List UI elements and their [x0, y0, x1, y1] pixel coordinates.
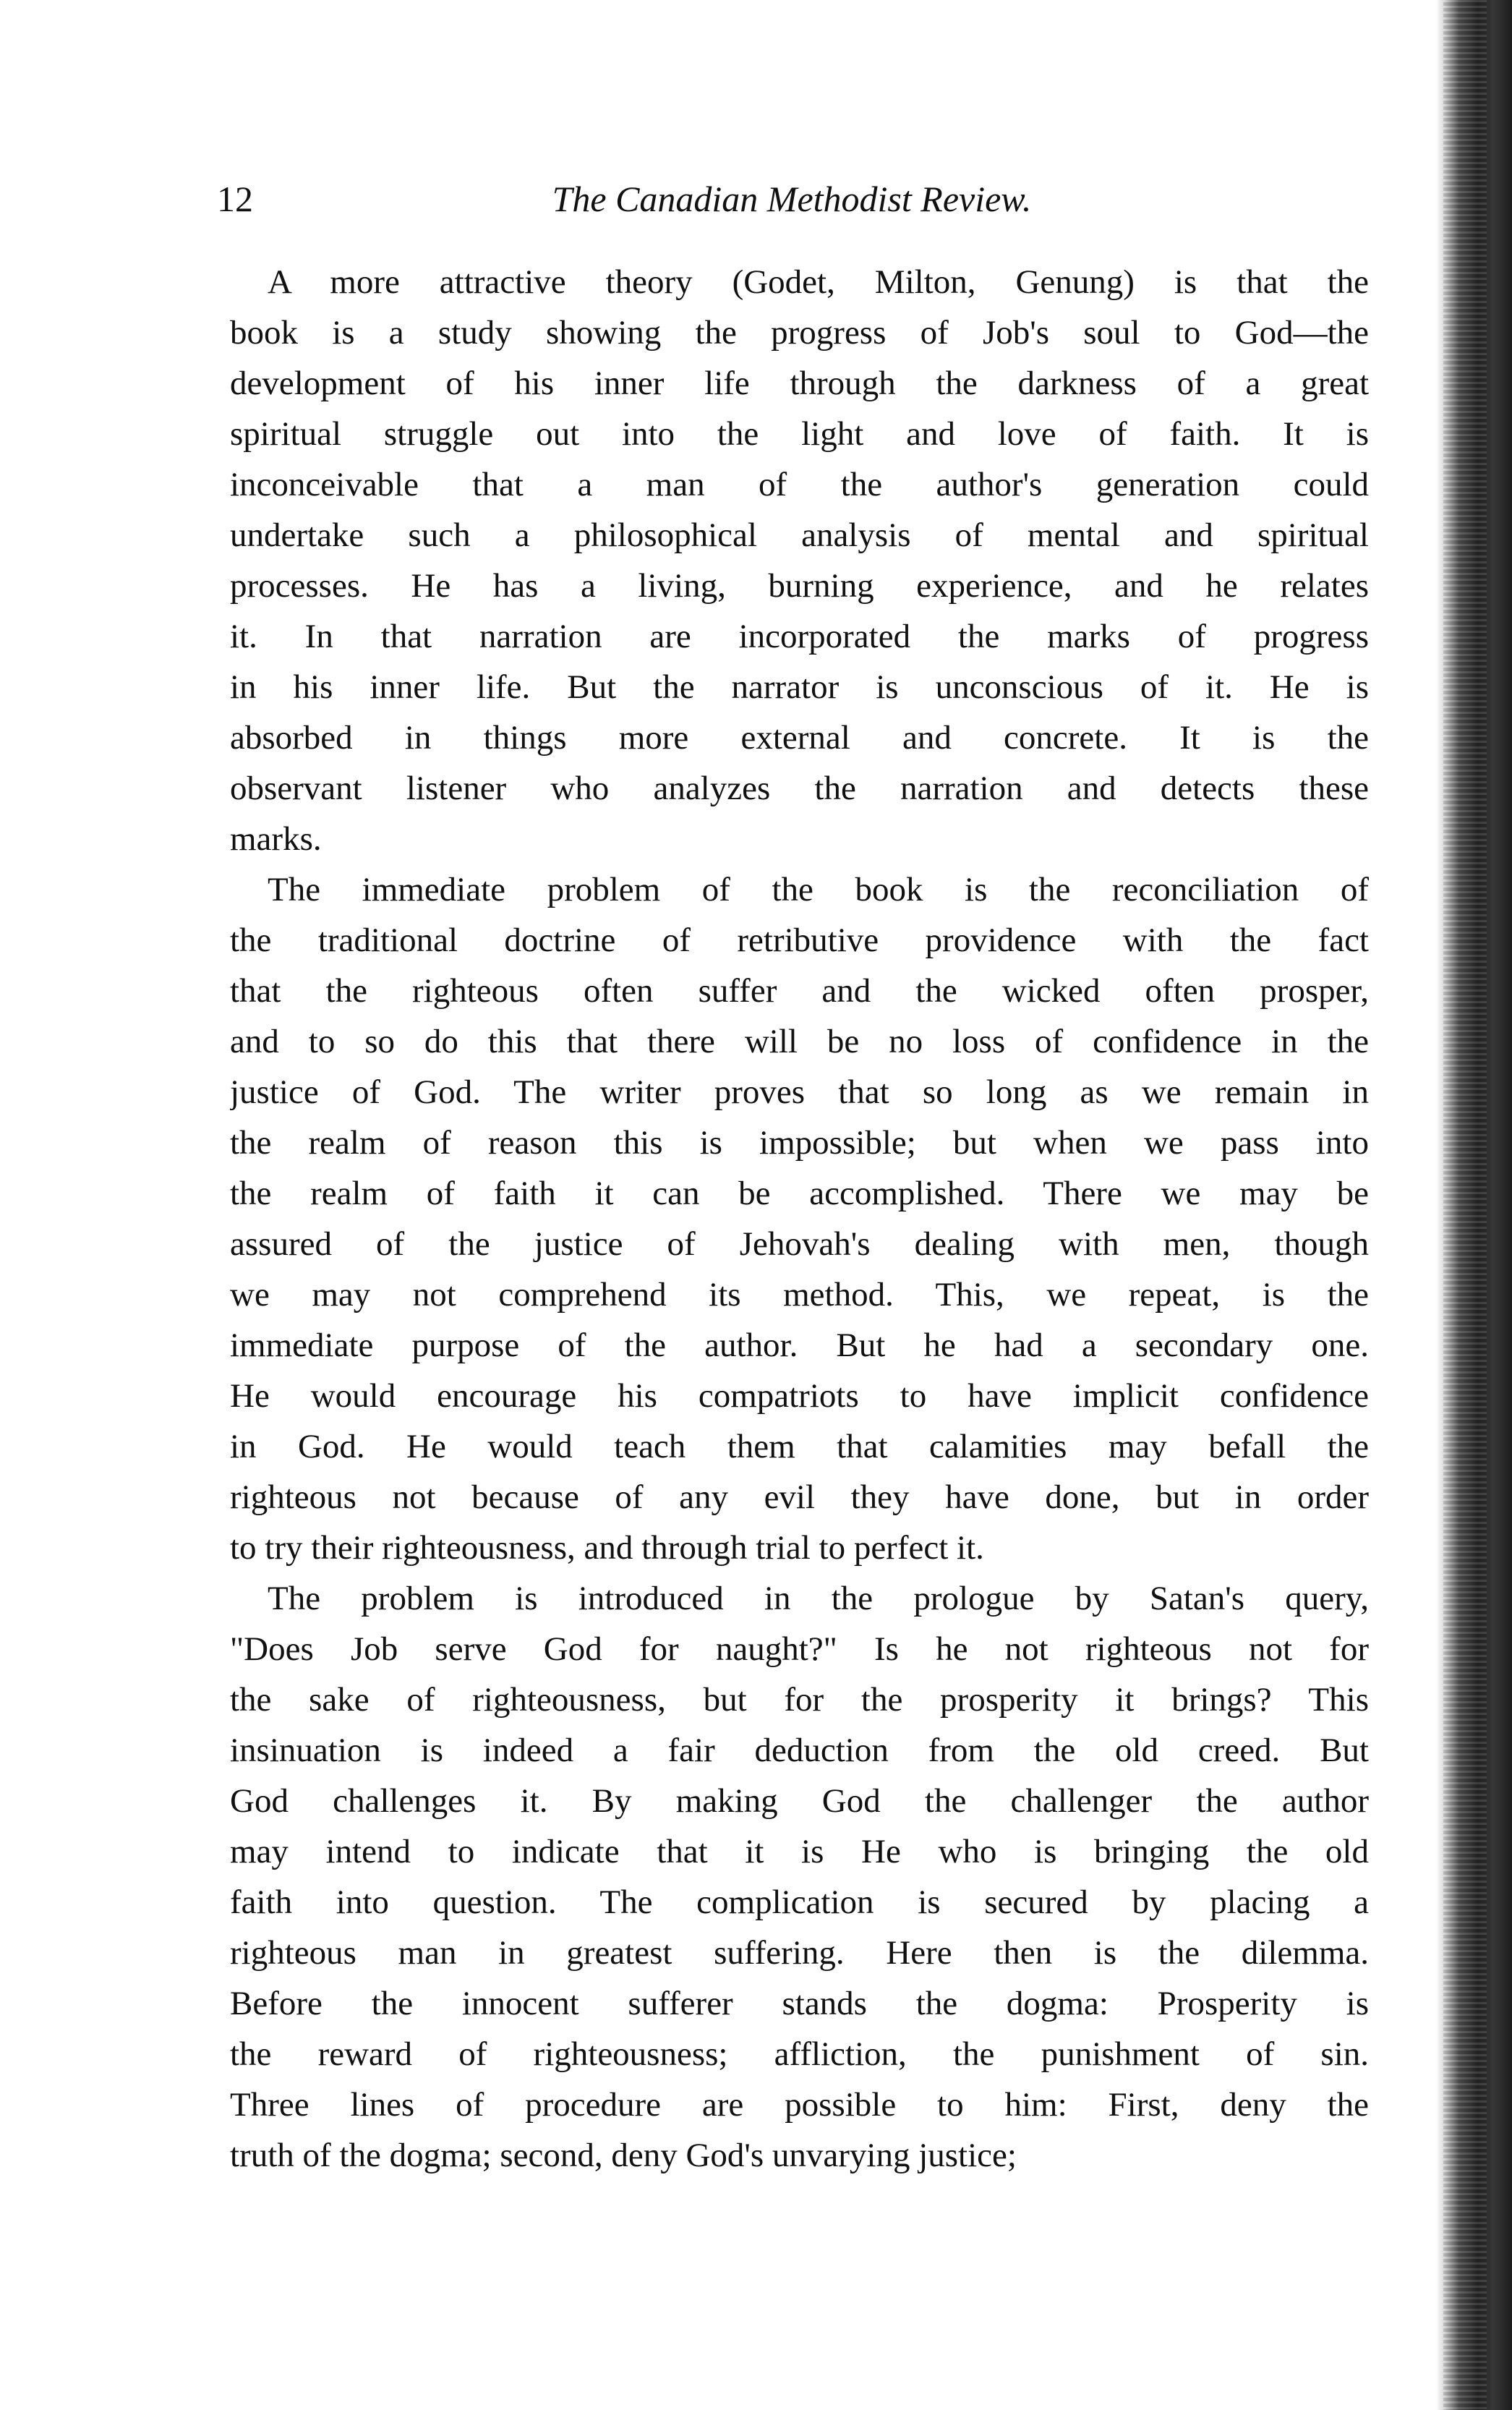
text-line: Before the innocent sufferer stands the dogma: Prosperity is [230, 1985, 1369, 2022]
journal-title: The Canadian Methodist Review. [552, 179, 1032, 219]
text-line: in God. He would teach them that calamities may befall the [230, 1428, 1369, 1465]
text-line: observant listener who analyzes the narration and detects these [230, 770, 1369, 807]
text-line: immediate purpose of the author. But he had a secondary one. [230, 1327, 1369, 1364]
article-text [230, 257, 1369, 2181]
text-line: the realm of reason this is impossible; but when we pass into [230, 1124, 1369, 1162]
text-line: book is a study showing the progress of Job's soul to God—the [230, 314, 1369, 352]
text-line: God challenges it. By making God the challenger the author [230, 1782, 1369, 1820]
text-line: processes. He has a living, burning experience, and he relates [230, 567, 1369, 605]
text-line: to try their righteousness, and through trial to perfect it. [230, 1529, 984, 1567]
text-line: The immediate problem of the book is the reconciliation of [268, 871, 1369, 908]
text-line: assured of the justice of Jehovah's dealing with men, though [230, 1225, 1369, 1263]
text-line: in his inner life. But the narrator is unconscious of it. He is [230, 668, 1369, 706]
text-line: the traditional doctrine of retributive providence with the fact [230, 921, 1369, 959]
text-line: undertake such a philosophical analysis of mental and spiritual [230, 516, 1369, 554]
text-line: and to so do this that there will be no loss of confidence in the [230, 1023, 1369, 1060]
text-line: spiritual struggle out into the light and love of faith. It is [230, 415, 1369, 453]
text-line: He would encourage his compatriots to have implicit confidence [230, 1377, 1369, 1415]
paragraph [230, 864, 1369, 1573]
text-line: faith into question. The complication is secured by placing a [230, 1883, 1369, 1921]
text-line: The problem is introduced in the prologue by Satan's query, [268, 1580, 1369, 1617]
page-number: 12 [217, 179, 253, 219]
text-line: that the righteous often suffer and the wicked often prosper, [230, 972, 1369, 1010]
text-line: Three lines of procedure are possible to him: First, deny the [230, 2086, 1369, 2124]
paragraph-container [230, 257, 1369, 2181]
text-line: insinuation is indeed a fair deduction from the old creed. But [230, 1732, 1369, 1769]
text-line: truth of the dogma; second, deny God's unvarying justice; [230, 2137, 1017, 2174]
text-line: we may not comprehend its method. This, we repeat, is the [230, 1276, 1369, 1313]
text-line: it. In that narration are incorporated the marks of progress [230, 618, 1369, 655]
scanned-page-edge [1436, 0, 1512, 2410]
text-line: A more attractive theory (Godet, Milton, Genung) is that the [268, 263, 1369, 301]
text-line: the realm of faith it can be accomplished. There we may be [230, 1175, 1369, 1212]
text-line: the reward of righteousness; affliction, the punishment of sin. [230, 2035, 1369, 2073]
text-line: marks. [230, 820, 322, 858]
running-head [217, 170, 1367, 228]
text-line: development of his inner life through the darkness of a great [230, 365, 1369, 402]
text-line: righteous not because of any evil they have done, but in order [230, 1478, 1369, 1516]
paragraph [230, 1573, 1369, 2181]
text-line: inconceivable that a man of the author's generation could [230, 466, 1369, 503]
text-line: justice of God. The writer proves that so long as we remain in [230, 1073, 1369, 1111]
text-line: "Does Job serve God for naught?" Is he not righteous not for [230, 1630, 1369, 1668]
text-line: may intend to indicate that it is He who is bringing the old [230, 1833, 1369, 1870]
paragraph [230, 257, 1369, 864]
text-line: righteous man in greatest suffering. Here then is the dilemma. [230, 1934, 1369, 1972]
text-line: the sake of righteousness, but for the prosperity it brings? This [230, 1681, 1369, 1719]
text-line: absorbed in things more external and concrete. It is the [230, 719, 1369, 757]
